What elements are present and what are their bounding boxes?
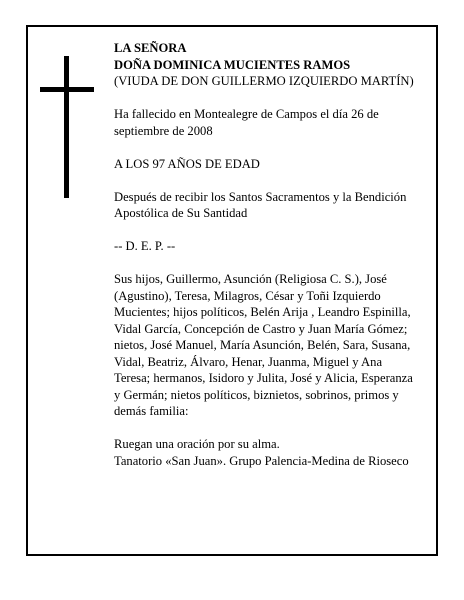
obituary-text	[114, 40, 414, 469]
sacraments-note: Después de recibir los Santos Sacramentos y la Bendición Apostólica de Su Santidad	[114, 189, 407, 220]
cross-icon	[64, 56, 69, 198]
family-list: Sus hijos, Guillermo, Asunción (Religiosa C. S.), José (Agustino), Teresa, Milagros, César y Toñi Izquierdo Mucientes; hijos políticos, Belén Arija , Leandro Espinilla, Vidal García, Concepción de Castro y Juan María Gómez; nietos, José Manuel, María Asunción, Belén, Sara, Susana, Vidal, Beatriz, Álvaro, Henar, Juanma, Miguel y Ana Teresa; hermanos, Isidoro y Julita, José y Alicia, Esperanza y Germán; nietos políticos, biznietos, sobrinos, primos y demás familia:	[114, 272, 413, 418]
rest-in-peace: -- D. E. P. --	[114, 239, 176, 253]
deceased-name: DOÑA DOMINICA MUCIENTES RAMOS	[114, 57, 351, 72]
death-notice: Ha fallecido en Montealegre de Campos el día 26 de septiembre de 2008	[114, 107, 379, 138]
deceased-title: LA SEÑORA	[114, 41, 187, 55]
age-at-death: A LOS 97 AÑOS DE EDAD	[114, 156, 260, 171]
prayer-request: Ruegan una oración por su alma.	[114, 437, 280, 451]
widow-of: (VIUDA DE DON GUILLERMO IZQUIERDO MARTÍN)	[114, 74, 414, 88]
cross-icon-crossbar	[40, 87, 94, 92]
funeral-home: Tanatorio «San Juan». Grupo Palencia-Medina de Rioseco	[114, 453, 409, 468]
